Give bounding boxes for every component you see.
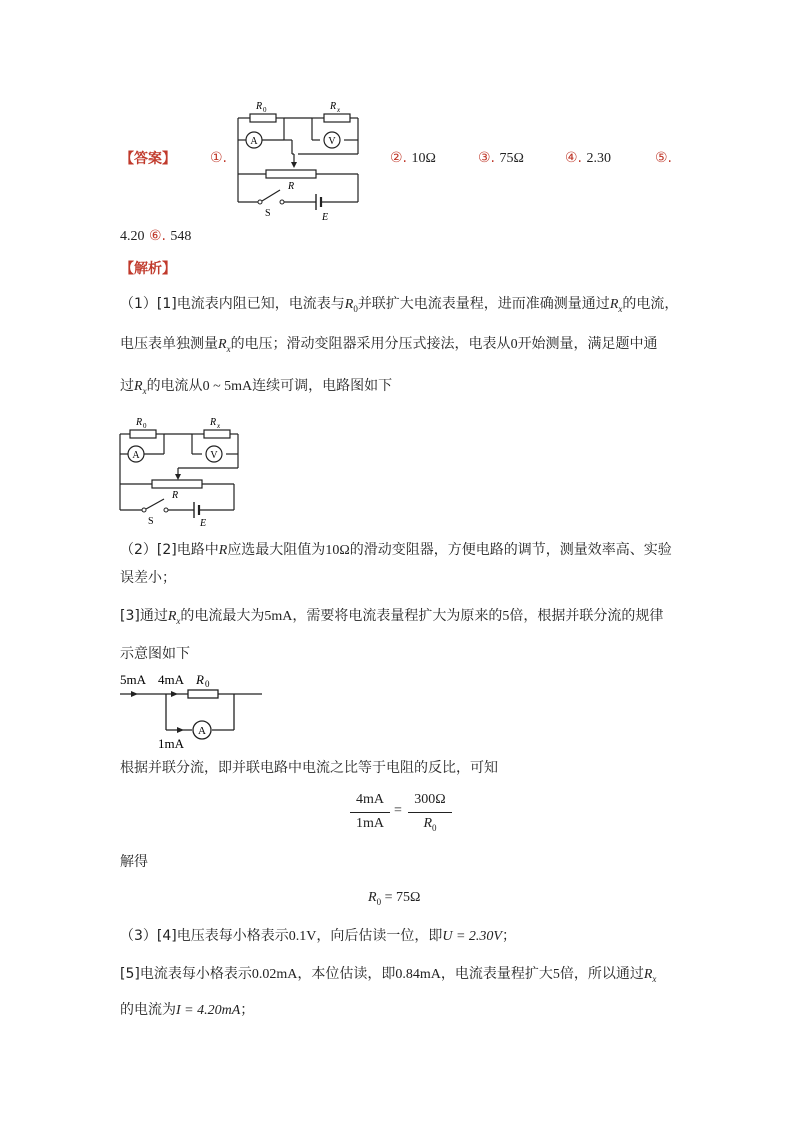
r0-label-2-sub: 0 [143, 422, 147, 430]
shunt-r0-sub: 0 [205, 679, 210, 689]
analysis-line-10: （3）[4]电压表每小格表示0.1V，向后估读一位，即U = 2.30V； [120, 928, 516, 944]
analysis-line-9: 解得 [120, 854, 148, 870]
answer-item-4: ④. 2.30 [565, 150, 611, 166]
rx-label-sub: x [337, 106, 341, 114]
shunt-branch-current: 4mA [158, 672, 184, 687]
rheostat-label: R [288, 181, 295, 192]
analysis-circuit-diagram [114, 412, 250, 528]
analysis-line-12: 的电流为I = 4.20mA； [120, 1002, 255, 1018]
analysis-line-7: 示意图如下 [120, 646, 190, 662]
slider-arrow [291, 162, 297, 168]
rx-resistor [324, 114, 350, 122]
equation-ratio: 4mA 1mA = 300Ω $R_0$ [350, 792, 460, 840]
analysis-line-6: [3]通过$R_x$的电流最大为5mA，需要将电流表量程扩大为原来的5倍，根据并联分流的规律 [120, 608, 664, 626]
battery-label: E [322, 212, 329, 222]
switch-label: S [265, 208, 271, 219]
analysis-line-3: 过$R_x$的电流从0 ~ 5mA连续可调，电路图如下 [120, 378, 393, 396]
shunt-ammeter-label: A [198, 725, 206, 737]
r0-label: R [256, 101, 263, 112]
battery-label-2: E [200, 518, 207, 528]
shunt-diagram [116, 666, 272, 752]
analysis-line-5: 误差小； [120, 570, 176, 586]
r0-resistor [250, 114, 276, 122]
analysis-tag: 【解析】 [120, 261, 176, 277]
r0-label-sub: 0 [263, 106, 267, 114]
voltmeter-label: V [328, 136, 336, 147]
analysis-line-11: [5]电流表每小格表示0.02mA，本位估读，即0.84mA，电流表量程扩大5倍，所以通过$R_x$ [120, 966, 657, 984]
rx-label-2: R [210, 417, 217, 428]
ammeter-label: A [250, 136, 258, 147]
answer-item-3: ③. 75Ω [478, 150, 524, 166]
answer-choice-1: ①. [210, 150, 228, 166]
ammeter-label-2: A [132, 450, 140, 461]
answer-choice-5: ⑤. [655, 150, 673, 166]
answer-item-5-6: 4.20 ⑥. 548 [120, 228, 192, 244]
analysis-line-2: 电压表单独测量$R_x$的电压；滑动变阻器采用分压式接法，电表从0开始测量，满足题中通 [120, 336, 658, 354]
switch-label-2: S [148, 516, 154, 527]
analysis-line-1: （1）[1]电流表内阻已知，电流表与$R_0$并联扩大电流表量程，进而准确测量通过$R_x$的电流， [120, 296, 679, 314]
rheostat [266, 170, 316, 178]
voltmeter-label-2: V [210, 450, 218, 461]
shunt-total-current: 5mA [120, 672, 146, 687]
equation-r0-result: $R_0 = 75\Omega$ [368, 890, 421, 907]
answer-item-2: ②. 10Ω [390, 150, 436, 166]
rx-label: R [330, 101, 337, 112]
shunt-meter-current: 1mA [158, 736, 184, 751]
rheostat-label-2: R [172, 490, 179, 501]
answer-circuit-diagram [232, 94, 368, 222]
r0-label-2: R [136, 417, 143, 428]
analysis-line-4: （2）[2]电路中R应选最大阻值为10Ω的滑动变阻器，方便电路的调节，测量效率高、实验 [120, 542, 672, 558]
rx-label-2-sub: x [217, 422, 221, 430]
analysis-line-8: 根据并联分流，即并联电路中电流之比等于电阻的反比，可知 [120, 760, 498, 776]
answer-tag: 【答案】 [120, 151, 176, 167]
shunt-r0-label: R [196, 672, 204, 687]
